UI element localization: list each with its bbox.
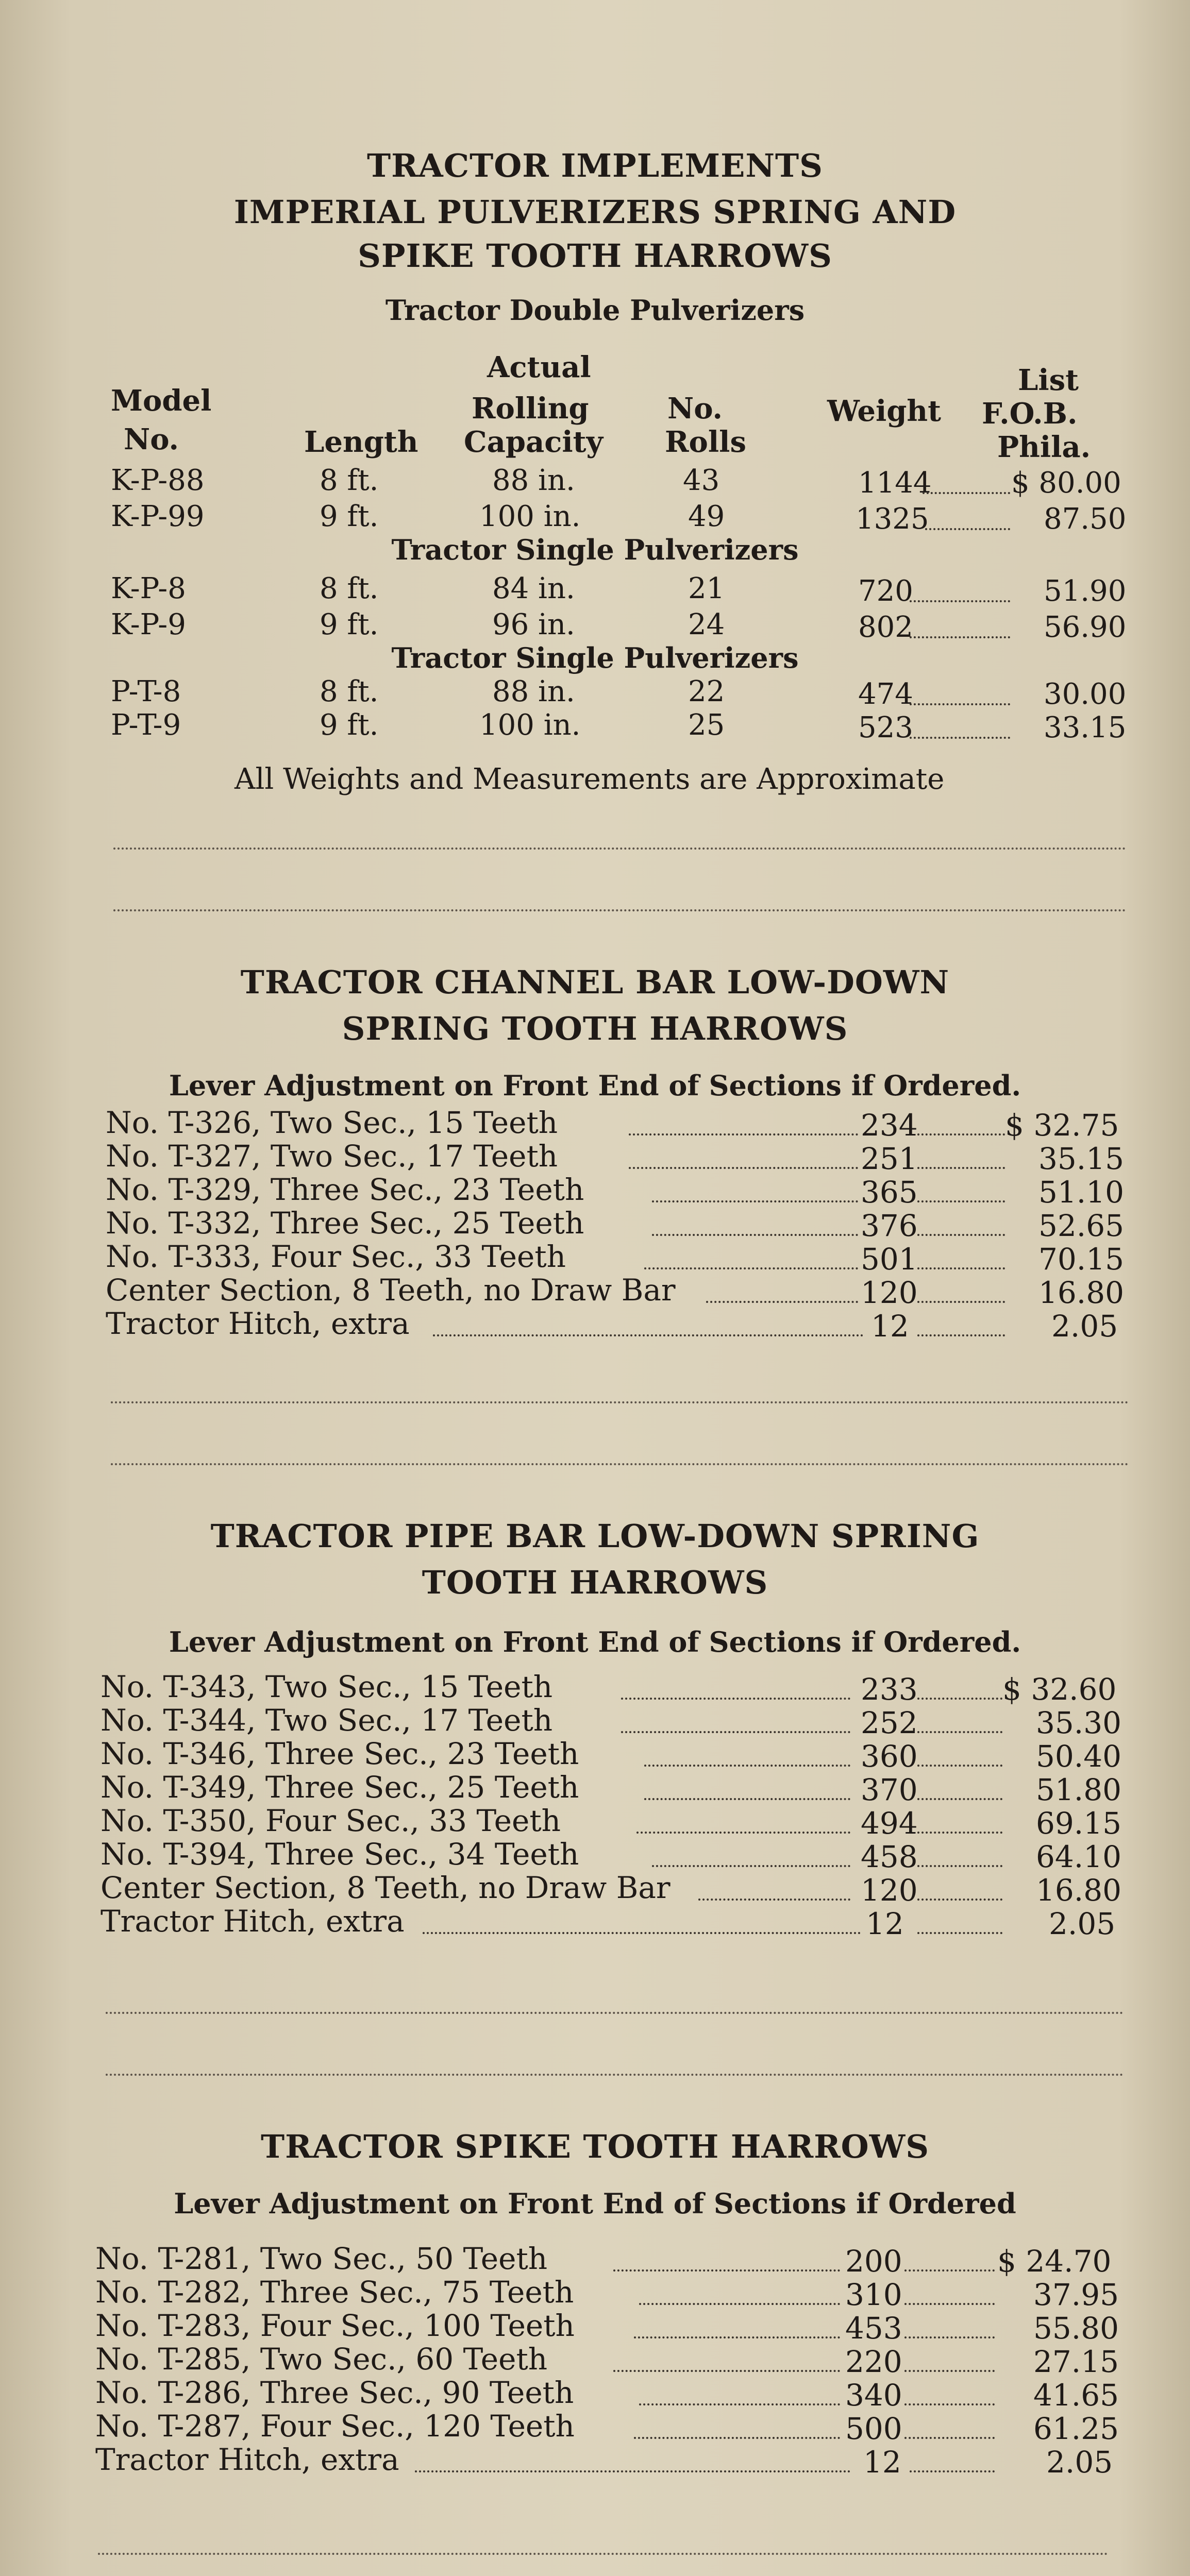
section-title: SPIKE TOOTH HARROWS [358,237,832,275]
leader-dots [433,1334,863,1336]
item-weight: 340 [845,2378,902,2413]
item-weight: 120 [861,1873,918,1908]
leader-dots [621,1698,850,1700]
col-header-capacity: Capacity [464,425,604,459]
leader-dots [910,2470,995,2472]
item-desc: Tractor Hitch, extra [106,1306,410,1341]
item-desc: No. T-332, Three Sec., 25 Teeth [106,1206,584,1241]
item-price: 2.05 [1051,1309,1118,1344]
section-divider [106,2074,1124,2076]
leader-dots [917,1267,1005,1269]
leader-dots [415,2470,850,2472]
section-divider [98,2553,1108,2555]
leader-dots [917,1133,1005,1136]
rolls-cell: 25 [688,708,725,742]
price-cell: 87.50 [1044,502,1127,536]
section-subtitle: Lever Adjustment on Front End of Sections if Ordered. [169,1625,1021,1658]
price-cell: 51.90 [1044,574,1127,608]
item-weight: 12 [866,1906,904,1941]
item-price: 37.95 [1033,2277,1119,2312]
item-desc: Tractor Hitch, extra [100,1904,405,1939]
item-weight: 252 [861,1705,918,1740]
item-price: 35.15 [1038,1141,1125,1176]
leader-dots [904,2437,995,2439]
item-weight: 200 [845,2244,902,2279]
col-header-model-no: No. [124,422,179,456]
item-weight: 234 [861,1108,918,1143]
capacity-cell: 100 in. [479,500,581,533]
section-title: TOOTH HARROWS [422,1564,768,1601]
leader-dots [910,703,1010,705]
item-desc: No. T-350, Four Sec., 33 Teeth [100,1803,561,1838]
item-weight: 251 [861,1141,918,1176]
rolls-cell: 21 [688,572,725,605]
leader-dots [613,2370,840,2372]
item-desc: No. T-327, Two Sec., 17 Teeth [106,1139,558,1174]
price-cell: 33.15 [1044,711,1127,744]
leader-dots [917,1765,1002,1767]
item-desc: No. T-346, Three Sec., 23 Teeth [100,1736,579,1771]
leader-dots [917,1234,1005,1236]
section-subtitle: Lever Adjustment on Front End of Sections if Ordered [174,2187,1016,2220]
approximate-note: All Weights and Measurements are Approximate [234,762,945,796]
section-title: TRACTOR SPIKE TOOTH HARROWS [260,2128,930,2165]
leader-dots [904,2269,995,2272]
leader-dots [917,1167,1005,1169]
leader-dots [917,1832,1002,1834]
item-desc: No. T-344, Two Sec., 17 Teeth [100,1703,553,1738]
item-price: $ 32.75 [1005,1108,1119,1143]
item-price: 50.40 [1036,1739,1122,1774]
item-desc: No. T-343, Two Sec., 15 Teeth [100,1669,553,1704]
leader-dots [652,1865,850,1867]
section-title: TRACTOR CHANNEL BAR LOW-DOWN [240,963,950,1001]
item-weight: 494 [861,1806,918,1841]
item-weight: 458 [861,1839,918,1874]
item-price: 70.15 [1038,1242,1125,1277]
item-price: 27.15 [1033,2344,1119,2379]
leader-dots [904,2403,995,2405]
item-desc: No. T-283, Four Sec., 100 Teeth [95,2308,575,2343]
item-price: 52.65 [1038,1208,1125,1243]
col-header-no: No. [667,392,723,426]
leader-dots [917,1899,1002,1901]
model-cell: K-P-99 [111,500,205,533]
item-price: 41.65 [1033,2378,1119,2413]
leader-dots [621,1731,850,1733]
item-price: 35.30 [1036,1705,1122,1740]
weight-cell: 1144 [858,466,932,500]
leader-dots [904,2303,995,2305]
leader-dots [634,2336,840,2338]
item-desc: No. T-286, Three Sec., 90 Teeth [95,2375,574,2410]
col-header-model: Model [111,384,212,418]
col-header-list: List [1018,363,1079,397]
leader-dots [917,1698,1002,1700]
section-divider [113,909,1126,911]
section-title: TRACTOR IMPLEMENTS [367,147,823,184]
item-desc: No. T-326, Two Sec., 15 Teeth [106,1105,558,1140]
price-cell: 56.90 [1044,611,1127,644]
item-weight: 12 [871,1309,909,1344]
item-price: 16.80 [1038,1275,1125,1310]
item-price: 61.25 [1033,2411,1119,2446]
leader-dots [639,2403,840,2405]
col-header-actual: Actual [487,350,591,384]
item-price: 2.05 [1046,2445,1113,2480]
col-header-phila: Phila. [997,430,1091,464]
leader-dots [923,492,1010,494]
item-weight: 120 [861,1275,918,1310]
item-price: 69.15 [1036,1806,1122,1841]
col-header-length: Length [304,425,418,459]
rolls-cell: 22 [688,675,725,708]
col-header-fob: F.O.B. [982,397,1078,431]
subsection-heading: Tractor Double Pulverizers [385,294,805,327]
weight-cell: 802 [858,611,913,644]
capacity-cell: 84 in. [492,572,575,605]
leader-dots [644,1267,858,1269]
leader-dots [639,2303,840,2305]
item-weight: 500 [845,2411,902,2446]
capacity-cell: 88 in. [492,675,575,708]
item-price: 51.10 [1038,1175,1125,1210]
item-desc: Center Section, 8 Teeth, no Draw Bar [100,1870,671,1905]
leader-dots [910,600,1010,602]
model-cell: K-P-9 [111,608,186,641]
leader-dots [644,1798,850,1800]
item-desc: No. T-281, Two Sec., 50 Teeth [95,2241,548,2276]
item-desc: Center Section, 8 Teeth, no Draw Bar [106,1273,676,1308]
leader-dots [652,1200,858,1202]
length-cell: 9 ft. [320,708,379,742]
item-desc: No. T-349, Three Sec., 25 Teeth [100,1770,579,1805]
leader-dots [698,1899,850,1901]
section-title: TRACTOR PIPE BAR LOW-DOWN SPRING [210,1517,980,1555]
capacity-cell: 96 in. [492,608,575,641]
weight-cell: 720 [858,574,913,608]
item-weight: 12 [863,2445,901,2480]
item-weight: 310 [845,2277,902,2312]
leader-dots [917,1301,1005,1303]
item-weight: 376 [861,1208,918,1243]
item-weight: 233 [861,1672,918,1707]
leader-dots [613,2269,840,2272]
price-cell: $ 80.00 [1011,466,1121,500]
length-cell: 8 ft. [320,675,379,708]
item-weight: 365 [861,1175,918,1210]
leader-dots [636,1832,850,1834]
leader-dots [910,737,1010,739]
length-cell: 8 ft. [320,572,379,605]
model-cell: K-P-8 [111,572,186,605]
item-weight: 453 [845,2311,902,2346]
rolls-cell: 43 [683,464,720,497]
leader-dots [917,1865,1002,1867]
col-header-rolling: Rolling [472,392,589,426]
weight-cell: 1325 [856,502,929,536]
model-cell: P-T-8 [111,675,181,708]
rolls-cell: 49 [688,500,725,533]
model-cell: P-T-9 [111,708,181,742]
col-header-weight: Weight [827,394,941,428]
item-desc: No. T-333, Four Sec., 33 Teeth [106,1239,566,1274]
leader-dots [644,1765,850,1767]
model-cell: K-P-88 [111,464,205,497]
leader-dots [904,2336,995,2338]
item-price: 64.10 [1036,1839,1122,1874]
leader-dots [904,2370,995,2372]
leader-dots [629,1167,858,1169]
item-desc: No. T-282, Three Sec., 75 Teeth [95,2275,574,2310]
section-divider [113,848,1126,850]
length-cell: 9 ft. [320,608,379,641]
item-desc: No. T-329, Three Sec., 23 Teeth [106,1172,584,1207]
leader-dots [423,1932,861,1934]
leader-dots [910,636,1010,638]
item-desc: Tractor Hitch, extra [95,2442,399,2477]
subsection-heading: Tractor Single Pulverizers [391,641,799,674]
capacity-cell: 88 in. [492,464,575,497]
leader-dots [917,1731,1002,1733]
item-desc: No. T-285, Two Sec., 60 Teeth [95,2342,548,2377]
item-weight: 220 [845,2344,902,2379]
rolls-cell: 24 [688,608,725,641]
section-title: IMPERIAL PULVERIZERS SPRING AND [233,193,957,231]
section-divider [106,2012,1124,2014]
item-desc: No. T-394, Three Sec., 34 Teeth [100,1837,579,1872]
item-weight: 501 [861,1242,918,1277]
leader-dots [925,528,1010,530]
item-weight: 370 [861,1772,918,1807]
length-cell: 9 ft. [320,500,379,533]
leader-dots [634,2437,840,2439]
leader-dots [917,1798,1002,1800]
leader-dots [917,1334,1005,1336]
capacity-cell: 100 in. [479,708,581,742]
col-header-rolls: Rolls [665,425,746,459]
item-desc: No. T-287, Four Sec., 120 Teeth [95,2409,575,2444]
subsection-heading: Tractor Single Pulverizers [391,533,799,566]
section-divider [111,1401,1129,1403]
weight-cell: 474 [858,677,913,711]
leader-dots [917,1932,1002,1934]
leader-dots [917,1200,1005,1202]
item-price: 55.80 [1033,2311,1119,2346]
item-price: 16.80 [1036,1873,1122,1908]
item-price: 51.80 [1036,1772,1122,1807]
item-price: $ 24.70 [997,2244,1112,2279]
section-subtitle: Lever Adjustment on Front End of Sections if Ordered. [169,1069,1021,1102]
length-cell: 8 ft. [320,464,379,497]
section-divider [111,1463,1129,1465]
leader-dots [706,1301,858,1303]
leader-dots [652,1234,858,1236]
item-weight: 360 [861,1739,918,1774]
item-price: $ 32.60 [1002,1672,1117,1707]
leader-dots [629,1133,858,1136]
weight-cell: 523 [858,711,913,744]
section-title: SPRING TOOTH HARROWS [342,1010,848,1047]
price-cell: 30.00 [1044,677,1127,711]
item-price: 2.05 [1049,1906,1116,1941]
